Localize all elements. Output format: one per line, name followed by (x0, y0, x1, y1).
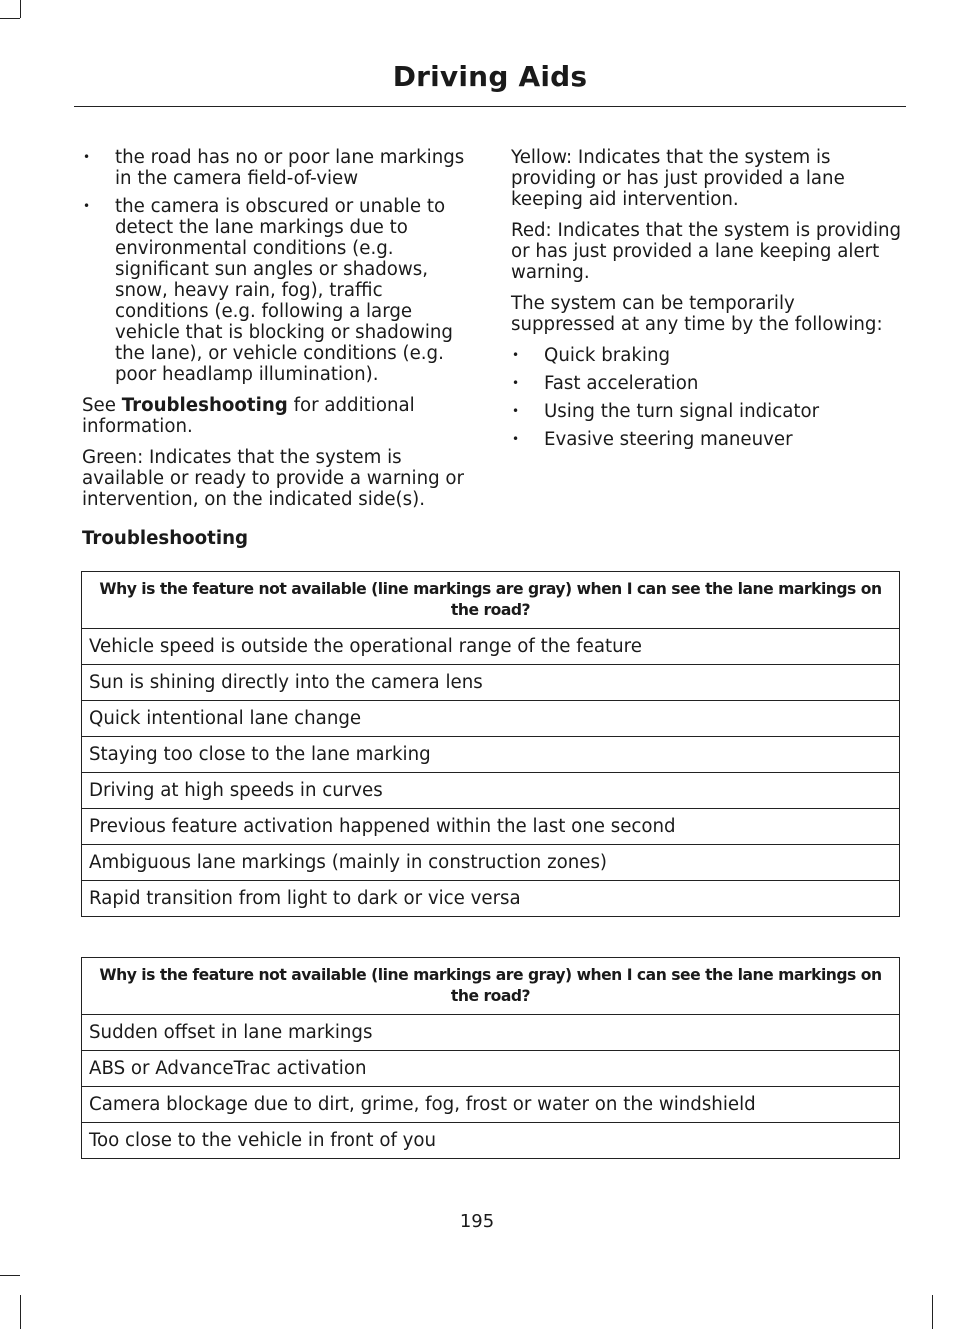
table-cell: Too close to the vehicle in front of you (82, 1123, 900, 1159)
table-cell: Staying too close to the lane marking (82, 737, 900, 773)
table-row (82, 845, 900, 881)
list-item: • Quick braking (511, 345, 903, 366)
table-header-row (82, 572, 900, 629)
table-header-row (82, 958, 900, 1015)
see-troubleshooting-paragraph (82, 395, 472, 437)
suppression-paragraph: The system can be temporarily suppressed at any time by the following: (511, 293, 883, 335)
table-header-cell: Why is the feature not available (line markings are gray) when I can see the lane markings on the road? (82, 958, 900, 1015)
table-row (82, 701, 900, 737)
table-row (82, 1123, 900, 1159)
table-cell: Camera blockage due to dirt, grime, fog, frost or water on the windshield (82, 1087, 900, 1123)
list-item: • the camera is obscured or unable to detect the lane markings due to environmental conditions (e.g. significant sun angles or shadows, snow, heavy rain, fog), traffic conditions (e.g. following a large vehicle that is blocking or shadowing the lane), or vehicle conditions (e.g. poor headlamp illumination). (82, 196, 472, 385)
crop-mark (0, 18, 20, 19)
see-suffix: for additional information. (82, 395, 415, 437)
table-cell: ABS or AdvanceTrac activation (82, 1051, 900, 1087)
table-header-cell: Why is the feature not available (line markings are gray) when I can see the lane markings on the road? (82, 572, 900, 629)
list-item: • Evasive steering maneuver (511, 429, 903, 450)
crop-mark (932, 1295, 933, 1329)
title-divider (74, 106, 906, 107)
table-cell: Rapid transition from light to dark or vice versa (82, 881, 900, 917)
green-indicator-paragraph: Green: Indicates that the system is available or ready to provide a warning or intervention, on the indicated side(s). (82, 447, 465, 510)
table-row (82, 809, 900, 845)
table-row (82, 737, 900, 773)
troubleshooting-table-2 (81, 957, 900, 1159)
left-column (82, 147, 472, 520)
table-row (82, 665, 900, 701)
troubleshooting-reference: Troubleshooting (121, 395, 288, 416)
page-number: 195 (459, 1211, 495, 1232)
table-cell: Sun is shining directly into the camera lens (82, 665, 900, 701)
crop-mark (20, 1295, 21, 1329)
troubleshooting-heading: Troubleshooting (82, 528, 249, 549)
table-cell: Driving at high speeds in curves (82, 773, 900, 809)
page-title: Driving Aids (392, 60, 588, 93)
table-row (82, 1051, 900, 1087)
yellow-indicator-paragraph: Yellow: Indicates that the system is providing or has just provided a lane keeping aid intervention. (511, 147, 845, 210)
list-item: • Fast acceleration (511, 373, 903, 394)
condition-bullet-list (82, 147, 472, 385)
list-item: • the road has no or poor lane markings in the camera field-of-view (82, 147, 472, 189)
table-cell: Vehicle speed is outside the operational range of the feature (82, 629, 900, 665)
list-item: • Using the turn signal indicator (511, 401, 903, 422)
table-row (82, 881, 900, 917)
right-column (511, 147, 903, 460)
table-cell: Ambiguous lane markings (mainly in construction zones) (82, 845, 900, 881)
crop-mark (20, 0, 21, 18)
table-cell: Sudden offset in lane markings (82, 1015, 900, 1051)
red-indicator-paragraph: Red: Indicates that the system is providing or has just provided a lane keeping alert warning. (511, 220, 902, 283)
table-row (82, 629, 900, 665)
table-row (82, 1015, 900, 1051)
table-row (82, 1087, 900, 1123)
table-cell: Quick intentional lane change (82, 701, 900, 737)
suppression-bullet-list (511, 345, 903, 450)
table-row (82, 773, 900, 809)
crop-mark (0, 1275, 20, 1276)
table-cell: Previous feature activation happened within the last one second (82, 809, 900, 845)
see-prefix: See (82, 395, 122, 416)
troubleshooting-table-1 (81, 571, 900, 917)
